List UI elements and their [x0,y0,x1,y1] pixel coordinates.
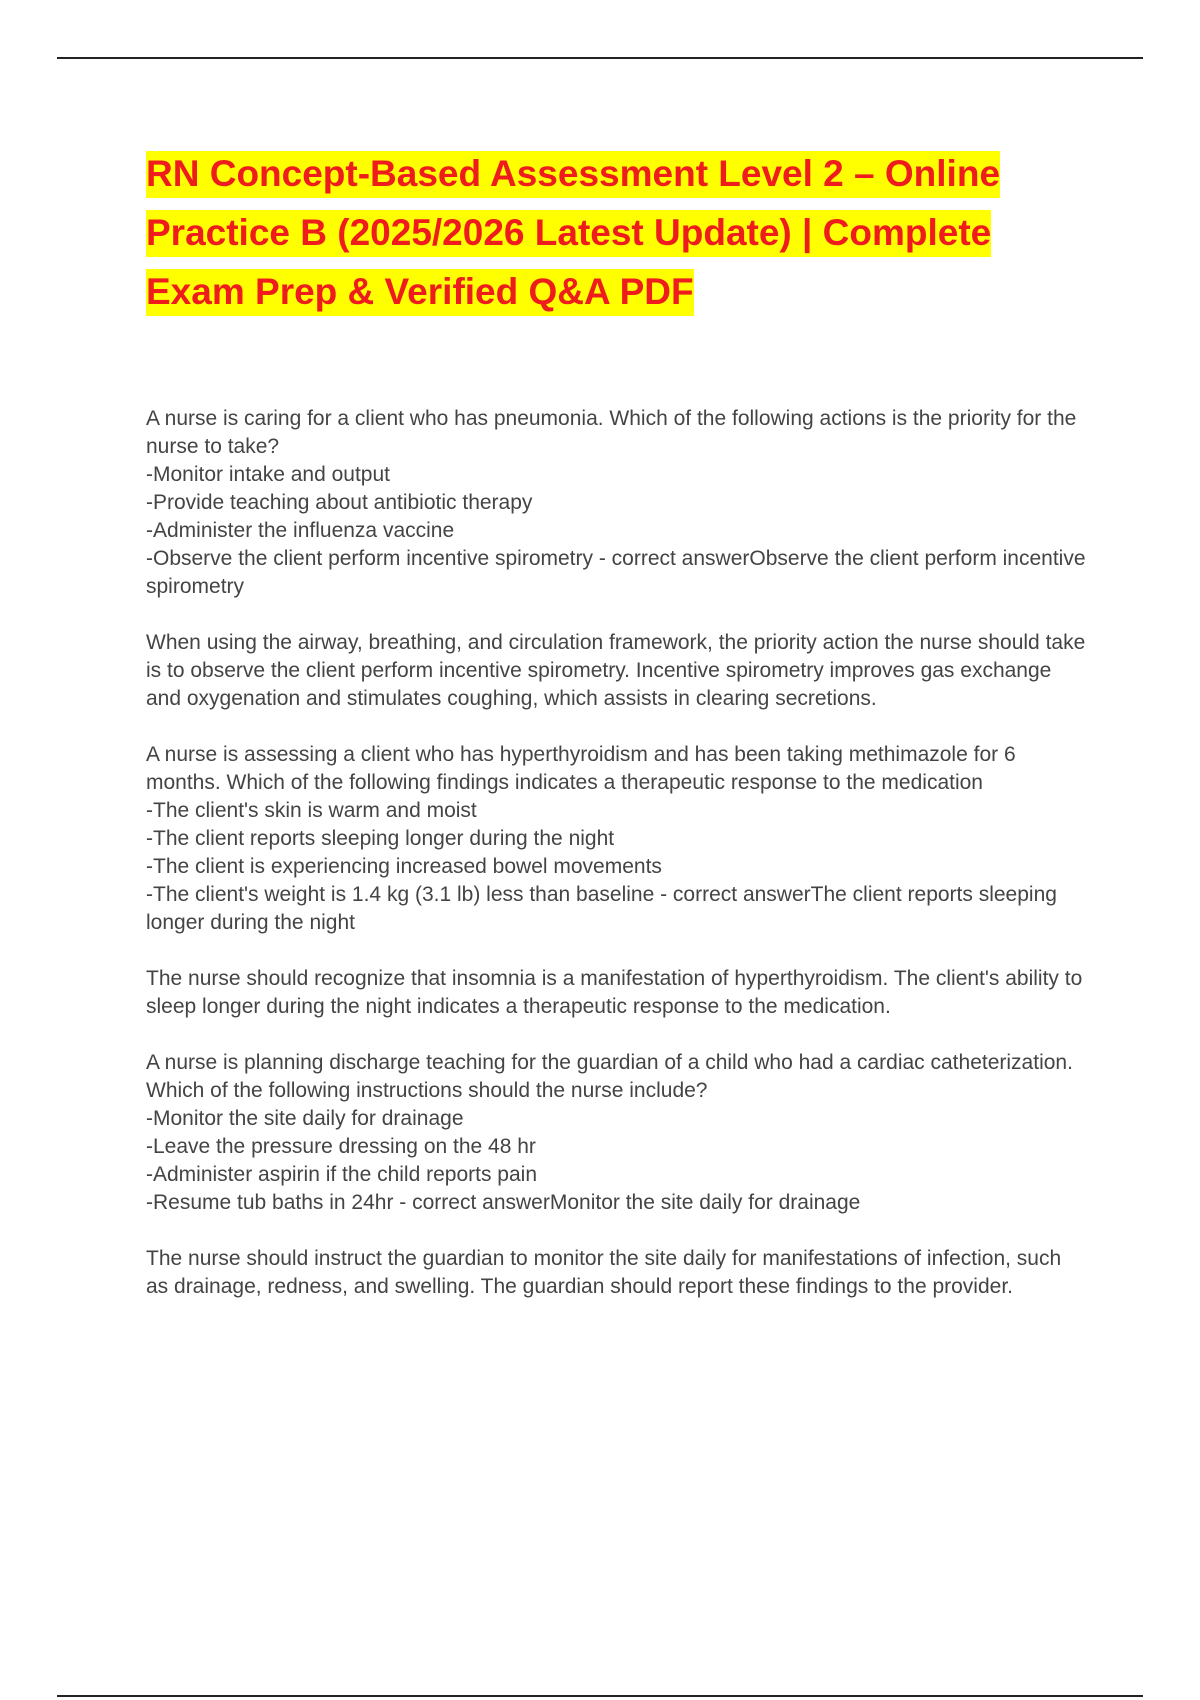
question-text: A nurse is caring for a client who has pneumonia. Which of the following actions is the priority for the nurse to take? [146,407,1077,458]
title-highlight: RN Concept-Based Assessment Level 2 – Online Practice B (2025/2026 Latest Update) | Complete Exam Prep & Verified Q&A PDF [146,151,1000,316]
document-title [146,144,1086,321]
answer-option-correct: -Resume tub baths in 24hr - correct answerMonitor the site daily for drainage [146,1191,861,1214]
rationale-block-3 [146,1245,1086,1301]
document-body [146,405,1086,1329]
answer-option: -Administer aspirin if the child reports pain [146,1163,538,1186]
answer-option: -The client is experiencing increased bowel movements [146,855,662,878]
rationale-text: The nurse should recognize that insomnia is a manifestation of hyperthyroidism. The client's ability to sleep longer during the night indicates a therapeutic response to the medication. [146,967,1083,1018]
top-rule [57,57,1143,59]
answer-option-correct: -Observe the client perform incentive spirometry - correct answerObserve the client perform incentive spirometry [146,547,1086,598]
answer-option-correct: -The client's weight is 1.4 kg (3.1 lb) less than baseline - correct answerThe client reports sleeping longer during the night [146,883,1057,934]
answer-option: -Provide teaching about antibiotic therapy [146,491,533,514]
answer-option: -Monitor the site daily for drainage [146,1107,464,1130]
question-text: A nurse is assessing a client who has hyperthyroidism and has been taking methimazole for 6 months. Which of the following findings indicates a therapeutic response to the medication [146,743,1016,794]
rationale-block-2 [146,965,1086,1021]
rationale-text: The nurse should instruct the guardian to monitor the site daily for manifestations of infection, such as drainage, redness, and swelling. The guardian should report these findings to the provider. [146,1247,1062,1298]
answer-option: -Monitor intake and output [146,463,390,486]
bottom-rule [57,1695,1143,1697]
question-block-2 [146,741,1086,937]
answer-option: -The client reports sleeping longer during the night [146,827,615,850]
answer-option: -The client's skin is warm and moist [146,799,477,822]
question-block-1 [146,405,1086,601]
answer-option: -Leave the pressure dressing on the 48 hr [146,1135,536,1158]
rationale-text: When using the airway, breathing, and circulation framework, the priority action the nurse should take is to observe the client perform incentive spirometry. Incentive spirometry improves gas exchange and oxygenation and stimulates coughing, which assists in clearing secretions. [146,631,1086,710]
question-block-3 [146,1049,1086,1217]
question-text: A nurse is planning discharge teaching for the guardian of a child who had a cardiac catheterization. Which of the following instructions should the nurse include? [146,1051,1073,1102]
rationale-block-1 [146,629,1086,713]
answer-option: -Administer the influenza vaccine [146,519,455,542]
